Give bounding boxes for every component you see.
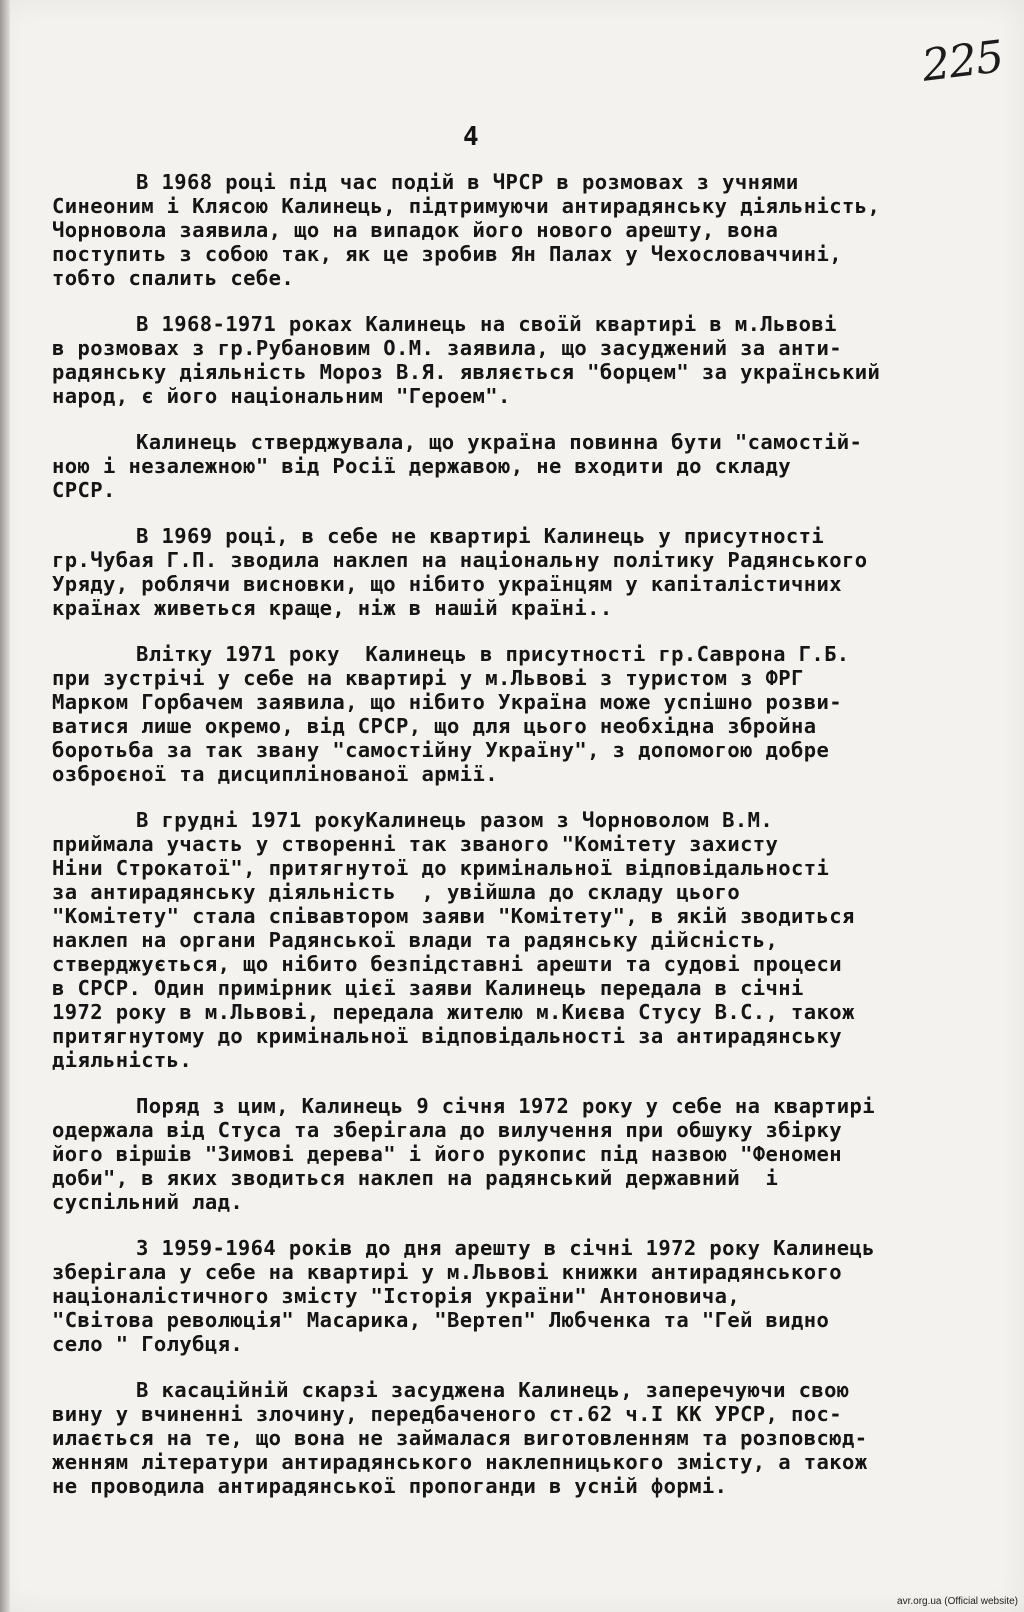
text-line: СРСР. bbox=[52, 478, 116, 502]
text-line: вину у вчиненні злочину, передбаченого ст.62 ч.І КК УРСР, пос- bbox=[52, 1402, 843, 1426]
text-line: Синеоним і Клясою Калинець, підтримуючи антирадянську діяльність, bbox=[52, 194, 881, 218]
text-line: націоналістичного змісту "Історія україни" Антоновича, bbox=[52, 1284, 741, 1308]
text-line: притягнутому до кримінальної відповідальності за антирадянську bbox=[52, 1024, 843, 1048]
text-line: Влітку 1971 року Калинець в присутності гр.Саврона Г.Б. bbox=[136, 642, 850, 666]
text-line: наклеп на органи Радянської влади та радянську дійсність, bbox=[52, 928, 779, 952]
text-line: ною і незалежною" від Росії державою, не входити до складу bbox=[52, 454, 792, 478]
text-line: приймала участь у створенні так званого "Комітету захисту bbox=[52, 832, 779, 856]
text-line: Ніни Строкатої", притягнутої до кримінальної відповідальності bbox=[52, 856, 830, 880]
text-line: В 1968 році під час подій в ЧРСР в розмовах з учнями bbox=[136, 170, 799, 194]
text-line: Поряд з цим, Калинець 9 січня 1972 року у себе на квартирі bbox=[136, 1094, 876, 1118]
text-line: зберігала у себе на квартирі у м.Львові книжки антирадянського bbox=[52, 1260, 843, 1284]
text-line: В грудні 1971 рокуКалинець разом з Чорноволом В.М. bbox=[136, 808, 774, 832]
text-line: народ, є його національним "Героем". bbox=[52, 384, 511, 408]
text-line: гр.Чубая Г.П. зводила наклеп на національну політику Радянського bbox=[52, 548, 868, 572]
source-caption: avr.org.ua (Official website) bbox=[897, 1596, 1018, 1607]
text-line: Калинець стверджувала, що україна повинна бути "самостій- bbox=[136, 430, 863, 454]
text-line: його віршів "Зимові дерева" і його рукопис під назвою "Феномен bbox=[52, 1142, 843, 1166]
text-line: илається на те, що вона не займалася виготовленням та розповсюд- bbox=[52, 1426, 868, 1450]
text-line: 1972 року в м.Львові, передала жителю м.Києва Стусу В.С., також bbox=[52, 1000, 855, 1024]
text-line: ватися лише окремо, від СРСР, що для цього необхідна збройна bbox=[52, 714, 817, 738]
text-line: діяльність. bbox=[52, 1048, 193, 1072]
text-line: В 1969 році, в себе не квартирі Калинець у присутності bbox=[136, 524, 825, 548]
text-line: Марком Горбачем заявила, що нібито Україна може успішно розви- bbox=[52, 690, 843, 714]
text-line: В касаційній скарзі засуджена Калинець, заперечуючи свою bbox=[136, 1378, 850, 1402]
text-line: Уряду, роблячи висновки, що нібито українцям у капіталістичних bbox=[52, 572, 843, 596]
text-line: женням літератури антирадянського наклепницького змісту, а також bbox=[52, 1450, 868, 1474]
text-line: боротьба за так звану "самостійну Україну", з допомогою добре bbox=[52, 738, 830, 762]
text-line: в розмовах з гр.Рубановим О.М. заявила, що засуджений за анти- bbox=[52, 336, 843, 360]
text-line: "Світова революція" Масарика, "Вертеп" Любченка та "Гей видно bbox=[52, 1308, 830, 1332]
text-line: радянську діяльність Мороз В.Я. являється "борцем" за український bbox=[52, 360, 881, 384]
text-line: при зустрічі у себе на квартирі у м.Львові з туристом з ФРГ bbox=[52, 666, 804, 690]
text-line: озброєної та дисциплінованої армії. bbox=[52, 762, 498, 786]
text-line: стверджується, що нібито безпідставні арешти та судові процеси bbox=[52, 952, 843, 976]
text-line: за антирадянську діяльність , увійшла до складу цього bbox=[52, 880, 741, 904]
text-line: село " Голубця. bbox=[52, 1332, 244, 1356]
text-line: країнах живеться краще, ніж в нашій країні.. bbox=[52, 596, 613, 620]
handwritten-page-number: 225 bbox=[919, 31, 1006, 92]
text-line: В 1968-1971 роках Калинець на своїй квартирі в м.Львові bbox=[136, 312, 837, 336]
text-line: "Комітету" стала співавтором заяви "Комітету", в якій зводиться bbox=[52, 904, 855, 928]
text-line: суспільний лад. bbox=[52, 1190, 244, 1214]
text-line: не проводила антирадянської пропоганди в усній формі. bbox=[52, 1474, 728, 1498]
text-line: в СРСР. Один примірник цієї заяви Калинець передала в січні bbox=[52, 976, 804, 1000]
page-number: 4 bbox=[463, 122, 479, 152]
text-line: З 1959-1964 років до дня арешту в січні 1972 року Калинець bbox=[136, 1236, 876, 1260]
text-line: доби", в яких зводиться наклеп на радянський державний і bbox=[52, 1166, 779, 1190]
text-line: одержала від Стуса та зберігала до вилучення при обшуку збірку bbox=[52, 1118, 843, 1142]
text-line: Чорновола заявила, що на випадок його нового арешту, вона bbox=[52, 218, 779, 242]
text-line: поступить з собою так, як це зробив Ян Палах у Чехословаччині, bbox=[52, 242, 843, 266]
text-line: тобто спалить себе. bbox=[52, 266, 295, 290]
